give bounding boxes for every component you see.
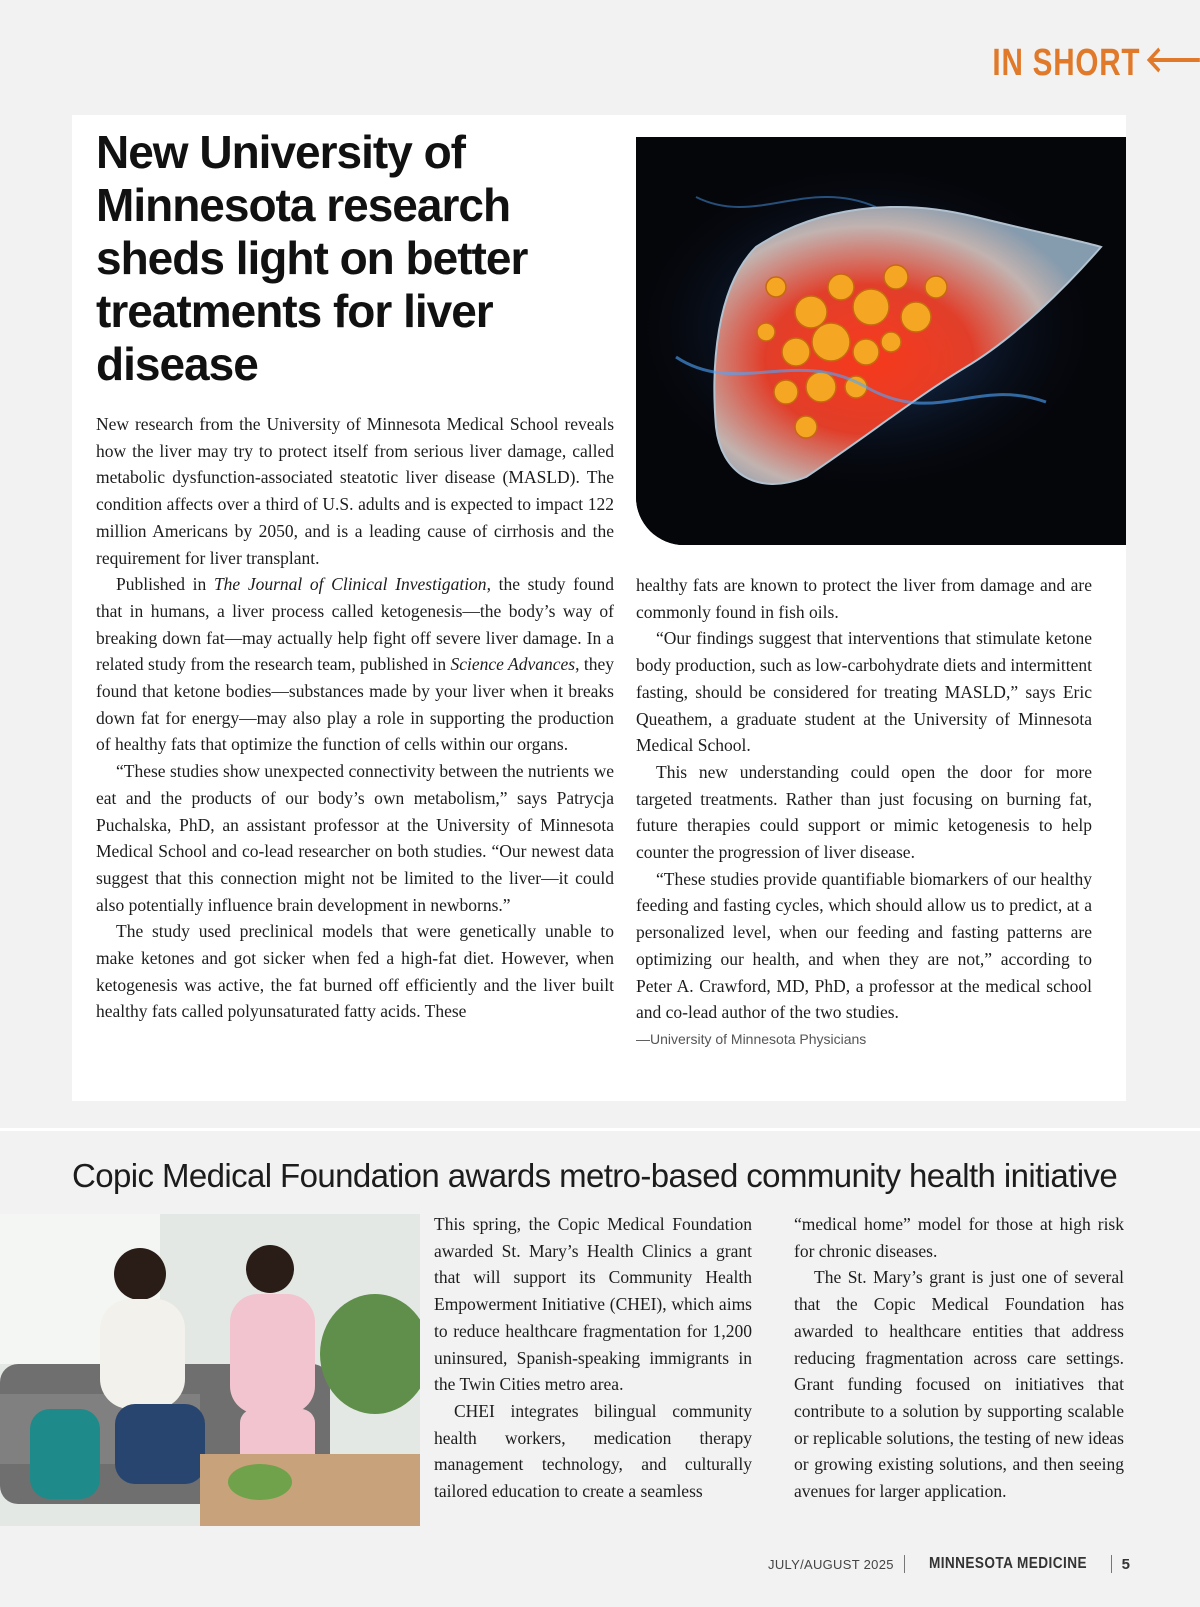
page-number: 5 [1121,1555,1130,1573]
section-divider [0,1128,1200,1131]
article2-headline: Copic Medical Foundation awards metro-based community health initiative [72,1157,1118,1194]
paragraph: “medical home” model for those at high risk for chronic diseases. [794,1214,1124,1261]
paragraph: healthy fats are known to protect the liver from damage and are commonly found in fish oils. [636,575,1092,622]
paragraph: The study used preclinical models that were genetically unable to make ketones and got sicker when fed a high-fat diet. However, when ketogenesis was active, the fat burned off efficiently and the liver built healthy fats called polyunsaturated fatty acids. These [96,921,614,1022]
article-credit: —University of Minnesota Physicians [636,1030,867,1047]
liver-illustration [636,137,1126,545]
paragraph: “These studies show unexpected connectivity between the nutrients we eat and the products of our body’s own metabolism,” says Patrycja Puchalska, PhD, an assistant professor at the University of Minnesota Medical School and co-lead researcher on both studies. “Our newest data suggest that this connection might not be limited to the liver—it could also potentially influence brain development in newborns.” [96,761,614,915]
article-column-1 [96,411,614,1025]
paragraph: “Our findings suggest that interventions that stimulate ketone body production, such as low-carbohydrate diets and intermittent fasting, should be considered for treating MASLD,” says Eric Queathem, a graduate student at the University of Minnesota Medical School. [636,628,1092,756]
footer-separator [904,1555,905,1573]
paragraph: New research from the University of Minnesota Medical School reveals how the liver may try to protect itself from serious liver damage, called metabolic dysfunction-associated steatotic liver disease (MASLD). The condition affects over a third of U.S. adults and is expected to impact 122 million Americans by 2050, and is a leading cause of cirrhosis and the requirement for liver transplant. [96,414,614,568]
paragraph: Published in The Journal of Clinical Investigation, the study found that in humans, a liver process called ketogenesis—the body’s way of breaking down fat—may actually help fight off severe liver damage. In a related study from the research team, published in Science Advances, they found that ketone bodies—substances made by your liver when it breaks down fat for energy—may also play a role in supporting the production of healthy fats that optimize the function of cells within our organs. [96,574,614,755]
section-label: IN SHORT [992,41,1141,84]
article2-column-1 [434,1211,752,1505]
journal-title: The Journal of Clinical Investigation [213,574,487,595]
article-headline: New University of Minnesota research sheds light on better treatments for liver disease [96,126,528,390]
paragraph: CHEI integrates bilingual community health workers, medication therapy management technology, and culturally tailored education to create a seamless [434,1400,752,1502]
paragraph: This new understanding could open the door for more targeted treatments. Rather than just focusing on burning fat, future therapies could support or mimic ketogenesis to help counter the progression of liver disease. [636,761,1092,863]
article2-column-2 [794,1211,1124,1505]
article-column-2 [636,572,1092,1053]
publication-name: MINNESOTA MEDICINE [928,1555,1087,1572]
section-tag [993,40,1200,86]
paragraph: “These studies provide quantifiable biomarkers of our healthy feeding and fasting cycles, which should allow us to predict, at a personalized level, when our feeding and fasting patterns are optimizing our health, and when they are not,” according to Peter A. Crawford, MD, PhD, a professor at the medical school and co-lead author of the two studies. [636,868,1092,1023]
page-footer [768,1552,1130,1576]
journal-title: Science Advances [450,654,576,675]
paragraph: The St. Mary’s grant is just one of several that the Copic Medical Foundation has awarded to healthcare entities that address reducing fragmentation across care settings. Grant funding focused on initiatives that contribute to a solution by supporting scalable or replicable solutions, the testing of new ideas or growing existing solutions, and then seeing avenues for larger application. [794,1267,1124,1502]
issue-date: JULY/AUGUST 2025 [768,1556,894,1572]
arrow-left-icon [1145,42,1200,85]
paragraph: This spring, the Copic Medical Foundation awarded St. Mary’s Health Clinics a grant that will support its Community Health Empowerment Initiative (CHEI), which aims to reduce healthcare fragmentation for 1,200 uninsured, Spanish-speaking immigrants in the Twin Cities metro area. [434,1214,752,1395]
footer-separator [1111,1555,1112,1573]
clinic-photo [0,1214,420,1526]
